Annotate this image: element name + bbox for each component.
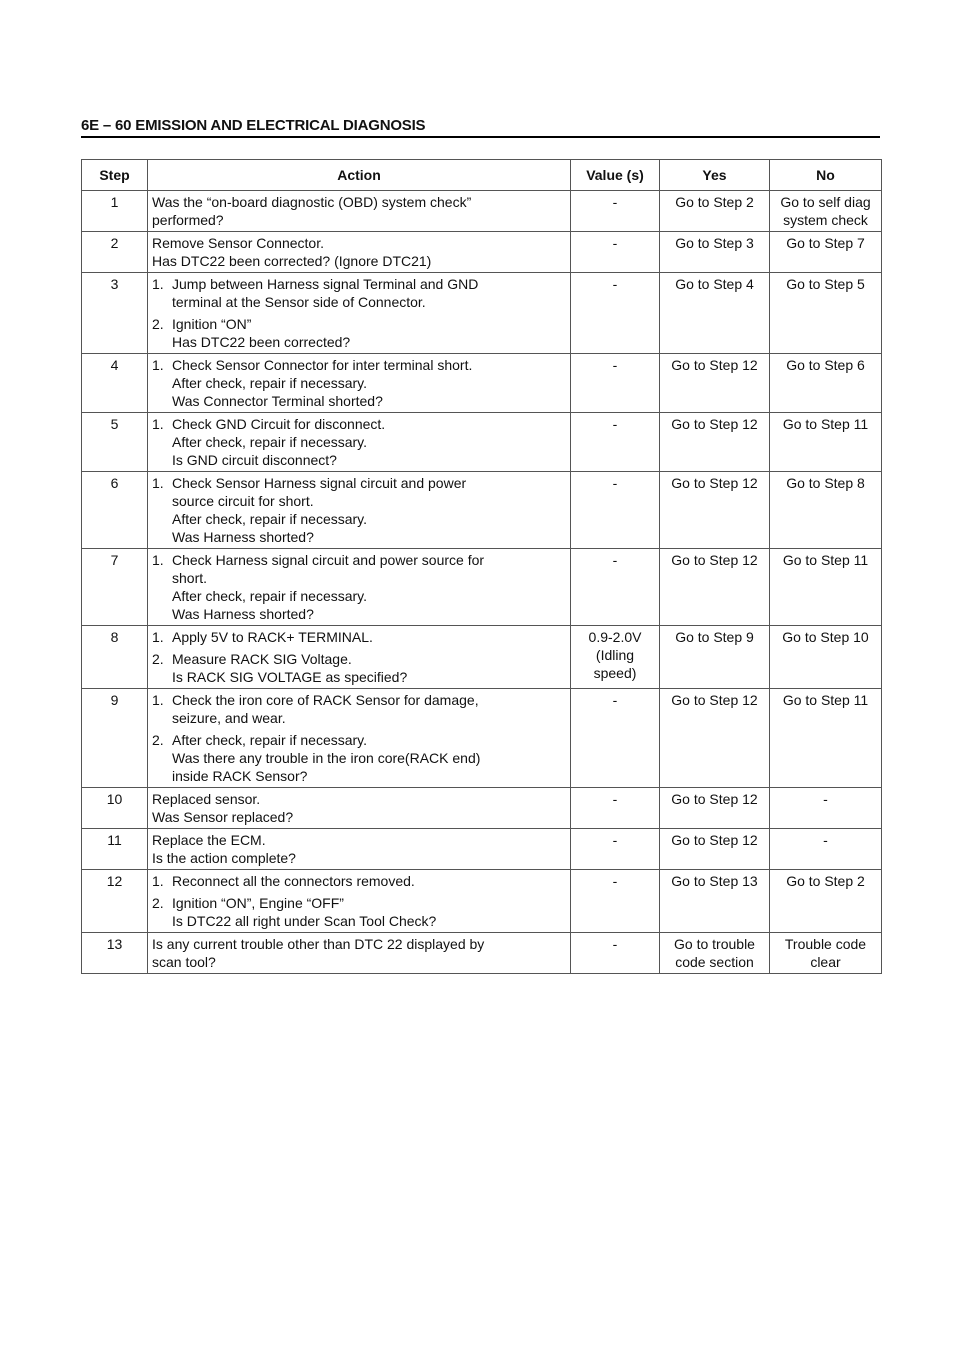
value-cell-line: - <box>612 416 618 432</box>
action-item-number: 2. <box>152 316 164 332</box>
no-cell-line: Go to Step 11 <box>782 416 869 432</box>
action-line: Is any current trouble other than DTC 22 displayed by <box>152 936 485 952</box>
step-cell: 2 <box>82 232 148 273</box>
value-cell-line: 0.9-2.0V <box>588 629 642 645</box>
action-cell <box>148 626 571 689</box>
yes-cell <box>660 829 770 870</box>
table-row <box>82 413 882 472</box>
action-item-text <box>172 872 566 890</box>
action-line: Check Sensor Harness signal circuit and power <box>172 475 467 491</box>
yes-cell <box>660 472 770 549</box>
table-row <box>82 933 882 974</box>
step-cell: 1 <box>82 191 148 232</box>
yes-cell <box>660 191 770 232</box>
action-line: Check GND Circuit for disconnect. <box>172 416 386 432</box>
yes-cell <box>660 933 770 974</box>
no-cell-line: Go to Step 7 <box>786 235 865 251</box>
action-line: Has DTC22 been corrected? (Ignore DTC21) <box>152 253 432 269</box>
action-line: Has DTC22 been corrected? <box>172 334 351 350</box>
action-item-number: 2. <box>152 732 164 748</box>
no-cell-line: Go to self diag <box>780 194 871 210</box>
no-cell <box>770 689 882 788</box>
action-item <box>152 935 566 971</box>
action-line: After check, repair if necessary. <box>172 375 368 391</box>
action-item-number: 1. <box>152 629 164 645</box>
value-cell <box>571 829 660 870</box>
action-cell <box>148 232 571 273</box>
action-item <box>152 790 566 826</box>
no-cell-line: - <box>823 791 828 807</box>
no-cell-line: Trouble code <box>784 936 867 952</box>
yes-cell <box>660 626 770 689</box>
table-row <box>82 626 882 689</box>
step-cell: 12 <box>82 870 148 933</box>
step-cell: 13 <box>82 933 148 974</box>
action-item-text <box>172 894 566 930</box>
action-item-number: 1. <box>152 416 164 432</box>
table-header-row <box>82 160 882 191</box>
action-line: Was Sensor replaced? <box>152 809 294 825</box>
action-line: After check, repair if necessary. <box>172 434 368 450</box>
yes-cell <box>660 273 770 354</box>
value-cell <box>571 413 660 472</box>
no-cell <box>770 232 882 273</box>
action-line: seizure, and wear. <box>172 710 286 726</box>
column-header-no: No <box>770 160 882 191</box>
action-item-text <box>172 691 566 727</box>
action-item <box>152 415 566 469</box>
value-cell-line: - <box>612 235 618 251</box>
table-body <box>82 191 882 974</box>
action-item-text <box>172 474 566 546</box>
yes-cell-line: Go to Step 12 <box>671 416 758 432</box>
no-cell-line: Go to Step 11 <box>782 552 869 568</box>
table-row <box>82 788 882 829</box>
action-item <box>152 275 566 311</box>
action-line: Was there any trouble in the iron core(RACK end) <box>172 750 481 766</box>
yes-cell-line: Go to Step 12 <box>671 832 758 848</box>
action-cell <box>148 273 571 354</box>
no-cell-line: - <box>823 832 828 848</box>
yes-cell-line: Go to Step 4 <box>675 276 754 292</box>
no-cell <box>770 413 882 472</box>
action-line: source circuit for short. <box>172 493 314 509</box>
value-cell-line: - <box>612 936 618 952</box>
step-cell: 3 <box>82 273 148 354</box>
no-cell-line: system check <box>783 212 868 228</box>
action-line: Was the “on-board diagnostic (OBD) system check” <box>152 194 472 210</box>
value-cell <box>571 273 660 354</box>
action-line: inside RACK Sensor? <box>172 768 308 784</box>
value-cell-line: - <box>612 357 618 373</box>
value-cell <box>571 933 660 974</box>
table-row <box>82 549 882 626</box>
no-cell <box>770 788 882 829</box>
value-cell-line: - <box>612 873 618 889</box>
value-cell <box>571 626 660 689</box>
no-cell-line: Go to Step 5 <box>786 276 865 292</box>
action-item-text <box>172 315 566 351</box>
action-item <box>152 315 566 351</box>
action-line: Was Harness shorted? <box>172 529 314 545</box>
table-row <box>82 472 882 549</box>
action-item <box>152 628 566 646</box>
value-cell <box>571 472 660 549</box>
action-line: Jump between Harness signal Terminal and GND <box>172 276 479 292</box>
table-row <box>82 689 882 788</box>
action-item-number: 2. <box>152 651 164 667</box>
action-item <box>152 234 566 270</box>
action-item-text <box>172 551 566 623</box>
no-cell-line: Go to Step 2 <box>786 873 865 889</box>
diagnosis-table <box>81 159 882 974</box>
action-line: Is RACK SIG VOLTAGE as specified? <box>172 669 408 685</box>
action-line: scan tool? <box>152 954 216 970</box>
page-header: 6E – 60 EMISSION AND ELECTRICAL DIAGNOSIS <box>81 117 426 134</box>
action-line: Remove Sensor Connector. <box>152 235 324 251</box>
action-line: Check Harness signal circuit and power source for <box>172 552 485 568</box>
value-cell <box>571 549 660 626</box>
no-cell <box>770 933 882 974</box>
step-cell: 6 <box>82 472 148 549</box>
no-cell <box>770 549 882 626</box>
action-cell <box>148 549 571 626</box>
no-cell-line: Go to Step 10 <box>782 629 869 645</box>
no-cell <box>770 472 882 549</box>
value-cell-line: - <box>612 832 618 848</box>
yes-cell-line: Go to Step 12 <box>671 791 758 807</box>
value-cell-line: - <box>612 552 618 568</box>
step-cell: 7 <box>82 549 148 626</box>
no-cell-line: clear <box>810 954 841 970</box>
value-cell-line: - <box>612 276 618 292</box>
action-item-text <box>172 275 566 311</box>
action-line: performed? <box>152 212 224 228</box>
action-cell <box>148 933 571 974</box>
value-cell-line: - <box>612 692 618 708</box>
action-item-text <box>172 356 566 410</box>
yes-cell-line: Go to Step 2 <box>675 194 754 210</box>
column-header-step: Step <box>82 160 148 191</box>
action-line: After check, repair if necessary. <box>172 588 368 604</box>
step-cell: 8 <box>82 626 148 689</box>
column-header-action: Action <box>148 160 571 191</box>
action-item-text <box>172 731 566 785</box>
action-item-text <box>172 650 566 686</box>
action-line: Ignition “ON” <box>172 316 252 332</box>
action-cell <box>148 354 571 413</box>
yes-cell-line: code section <box>675 954 754 970</box>
value-cell-line: - <box>612 194 618 210</box>
action-item <box>152 872 566 890</box>
action-line: Replaced sensor. <box>152 791 261 807</box>
action-item-number: 2. <box>152 895 164 911</box>
action-line: Check Sensor Connector for inter terminal short. <box>172 357 473 373</box>
action-item <box>152 831 566 867</box>
step-cell: 9 <box>82 689 148 788</box>
action-cell <box>148 689 571 788</box>
action-item-number: 1. <box>152 475 164 491</box>
value-cell <box>571 870 660 933</box>
action-line: short. <box>172 570 208 586</box>
action-line: Measure RACK SIG Voltage. <box>172 651 352 667</box>
column-header-value: Value (s) <box>571 160 660 191</box>
action-item-number: 1. <box>152 552 164 568</box>
action-line: Ignition “ON”, Engine “OFF” <box>172 895 344 911</box>
yes-cell <box>660 549 770 626</box>
action-item <box>152 650 566 686</box>
table-row <box>82 232 882 273</box>
value-cell <box>571 232 660 273</box>
yes-cell <box>660 788 770 829</box>
action-cell <box>148 870 571 933</box>
action-item-number: 1. <box>152 357 164 373</box>
action-line: Apply 5V to RACK+ TERMINAL. <box>172 629 373 645</box>
yes-cell <box>660 689 770 788</box>
value-cell-line: (Idling <box>595 647 635 663</box>
action-cell <box>148 472 571 549</box>
yes-cell <box>660 354 770 413</box>
action-line: Is DTC22 all right under Scan Tool Check? <box>172 913 437 929</box>
action-item-text <box>172 415 566 469</box>
no-cell <box>770 354 882 413</box>
action-item <box>152 474 566 546</box>
action-item-number: 1. <box>152 692 164 708</box>
action-item <box>152 894 566 930</box>
action-item-number: 1. <box>152 873 164 889</box>
action-cell <box>148 191 571 232</box>
value-cell <box>571 191 660 232</box>
column-header-yes: Yes <box>660 160 770 191</box>
value-cell-line: - <box>612 475 618 491</box>
value-cell <box>571 788 660 829</box>
action-line: Is GND circuit disconnect? <box>172 452 337 468</box>
no-cell-line: Go to Step 6 <box>786 357 865 373</box>
table-row <box>82 829 882 870</box>
action-item <box>152 356 566 410</box>
action-cell <box>148 829 571 870</box>
yes-cell-line: Go to Step 12 <box>671 475 758 491</box>
action-item-text <box>172 628 566 646</box>
action-line: Was Harness shorted? <box>172 606 314 622</box>
yes-cell-line: Go to Step 3 <box>675 235 754 251</box>
action-line: terminal at the Sensor side of Connector. <box>172 294 426 310</box>
action-cell <box>148 413 571 472</box>
value-cell-line: speed) <box>593 665 637 681</box>
action-line: After check, repair if necessary. <box>172 732 368 748</box>
yes-cell-line: Go to trouble <box>674 936 755 952</box>
step-cell: 4 <box>82 354 148 413</box>
no-cell <box>770 273 882 354</box>
table-row <box>82 273 882 354</box>
no-cell <box>770 191 882 232</box>
yes-cell <box>660 870 770 933</box>
yes-cell <box>660 413 770 472</box>
table-row <box>82 870 882 933</box>
value-cell <box>571 689 660 788</box>
action-cell <box>148 788 571 829</box>
step-cell: 11 <box>82 829 148 870</box>
step-cell: 10 <box>82 788 148 829</box>
action-item-number: 1. <box>152 276 164 292</box>
action-line: Reconnect all the connectors removed. <box>172 873 415 889</box>
yes-cell-line: Go to Step 12 <box>671 552 758 568</box>
header-divider <box>81 136 880 138</box>
action-item <box>152 731 566 785</box>
value-cell-line: - <box>612 791 618 807</box>
action-line: Replace the ECM. <box>152 832 266 848</box>
yes-cell-line: Go to Step 9 <box>675 629 754 645</box>
table-row <box>82 354 882 413</box>
no-cell <box>770 626 882 689</box>
value-cell <box>571 354 660 413</box>
action-line: Check the iron core of RACK Sensor for damage, <box>172 692 479 708</box>
yes-cell-line: Go to Step 12 <box>671 357 758 373</box>
yes-cell-line: Go to Step 13 <box>671 873 758 889</box>
action-line: Is the action complete? <box>152 850 296 866</box>
action-line: Was Connector Terminal shorted? <box>172 393 383 409</box>
table-row <box>82 191 882 232</box>
action-item <box>152 551 566 623</box>
yes-cell-line: Go to Step 12 <box>671 692 758 708</box>
action-line: After check, repair if necessary. <box>172 511 368 527</box>
action-item <box>152 193 566 229</box>
yes-cell <box>660 232 770 273</box>
no-cell-line: Go to Step 11 <box>782 692 869 708</box>
no-cell-line: Go to Step 8 <box>786 475 865 491</box>
no-cell <box>770 829 882 870</box>
step-cell: 5 <box>82 413 148 472</box>
action-item <box>152 691 566 727</box>
no-cell <box>770 870 882 933</box>
